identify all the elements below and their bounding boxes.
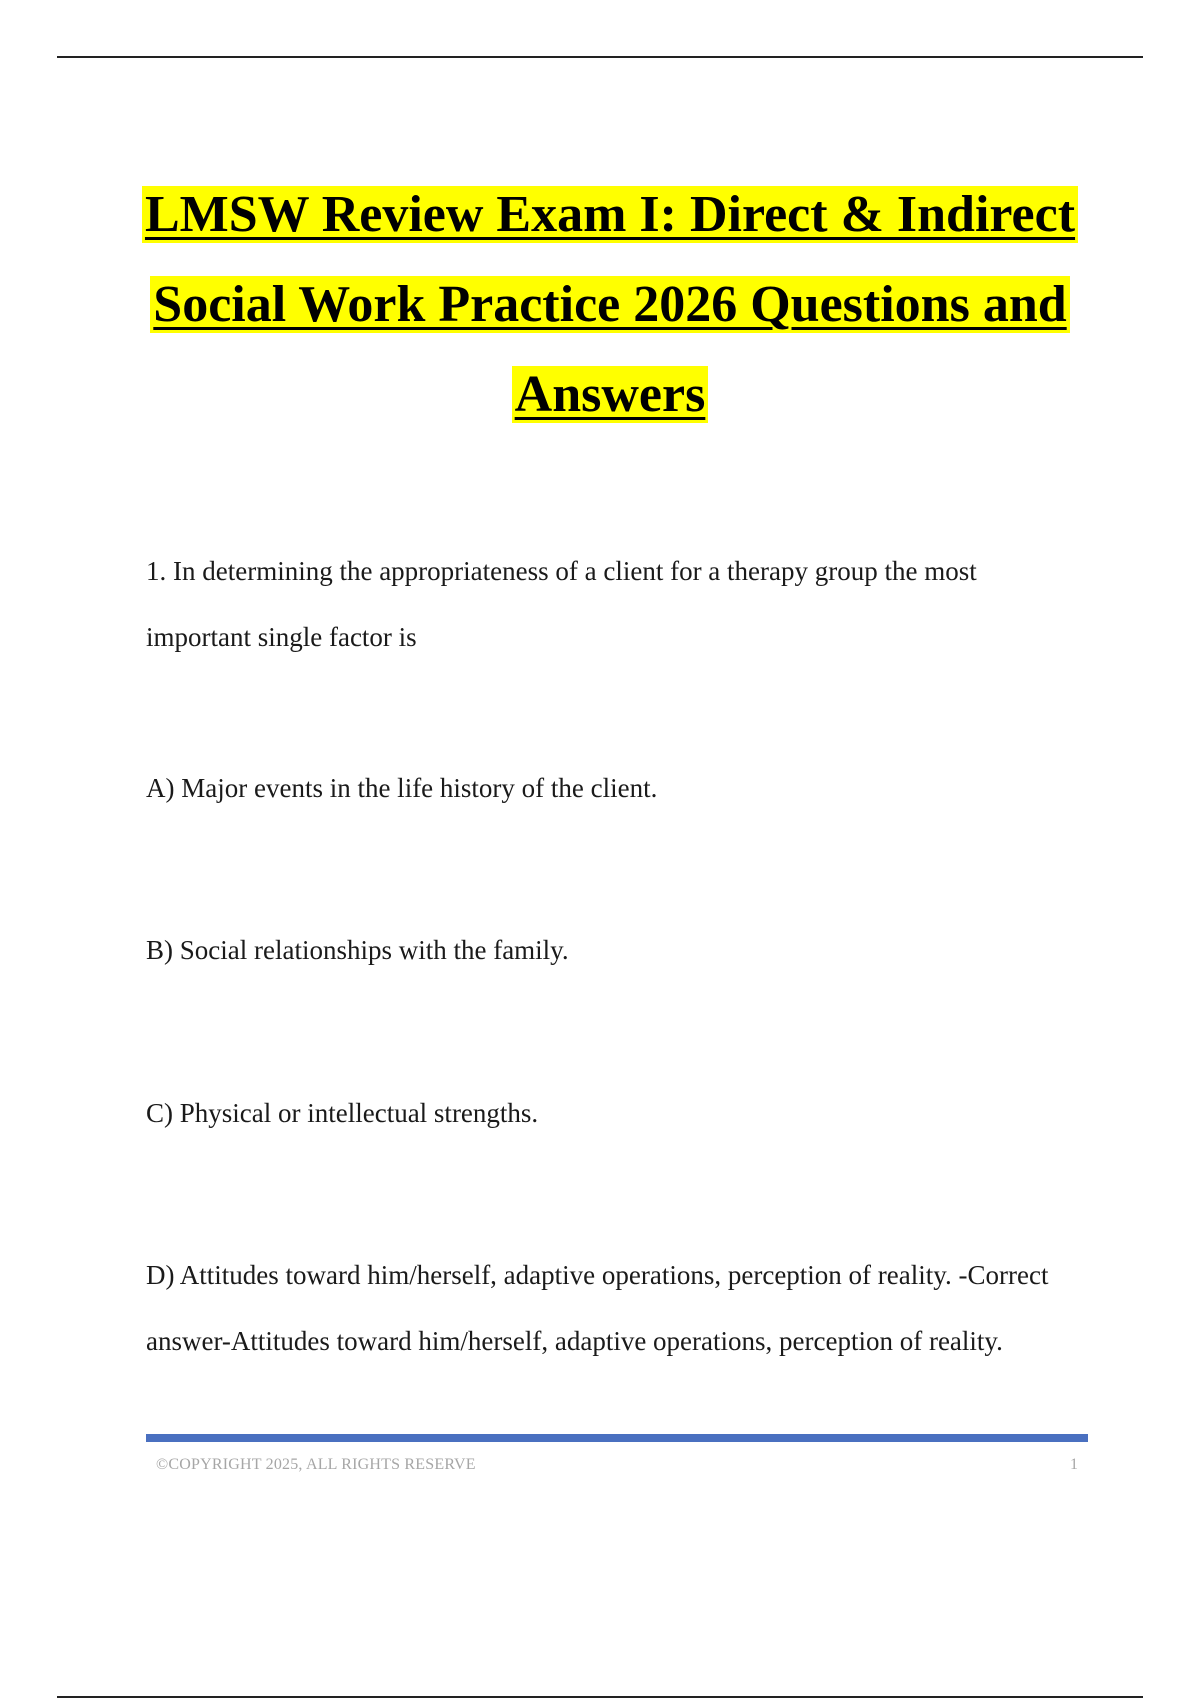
- option-d-with-answer: D) Attitudes toward him/herself, adaptive operations, perception of reality. -Correct answer-Attitudes toward him/herself, adaptive operations, perception of reality.: [146, 1260, 1049, 1356]
- page-number: 1: [1070, 1456, 1078, 1473]
- title-line-1: LMSW Review Exam I: Direct & Indirect: [142, 186, 1078, 243]
- question-text: 1. In determining the appropriateness of a client for a therapy group the most important single factor is: [146, 556, 977, 652]
- option-c: C) Physical or intellectual strengths.: [146, 1098, 539, 1128]
- title-line-2: Social Work Practice 2026 Questions and: [150, 276, 1069, 333]
- page-top-rule: [57, 56, 1143, 58]
- footer-divider: [146, 1434, 1088, 1442]
- document-title: [130, 170, 1090, 440]
- option-a: A) Major events in the life history of the client.: [146, 773, 658, 803]
- option-b: B) Social relationships with the family.: [146, 935, 569, 965]
- page-bottom-rule: [57, 1696, 1143, 1698]
- footer-copyright: ©COPYRIGHT 2025, ALL RIGHTS RESERVE: [156, 1456, 476, 1473]
- title-line-3: Answers: [512, 366, 709, 423]
